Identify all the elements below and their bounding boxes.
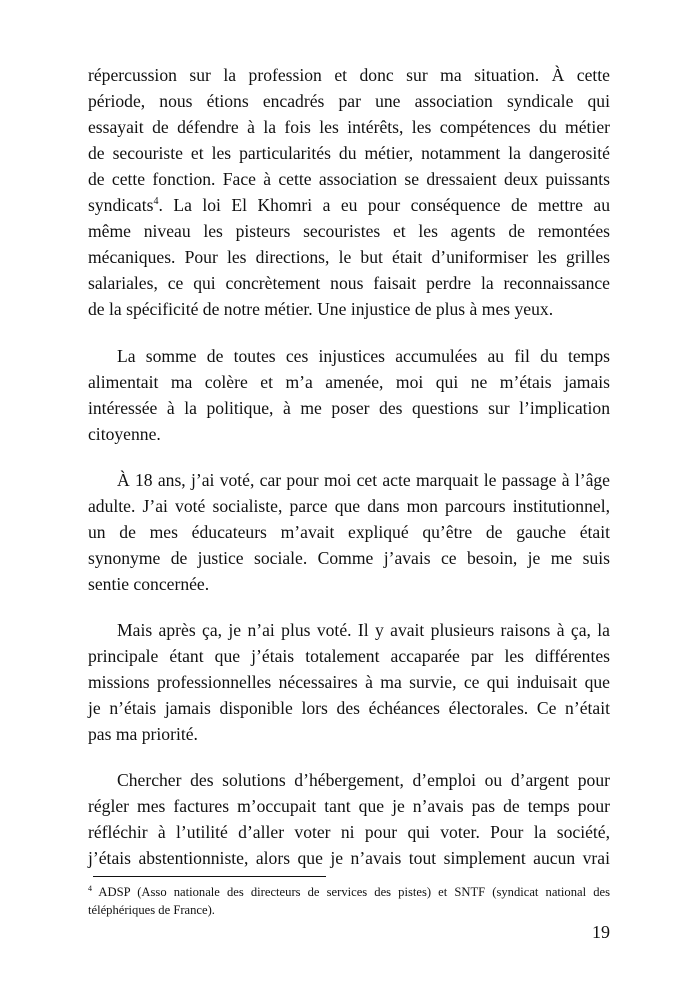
- text-line: missions professionnelles nécessaires à ma survie, ce qui induisait que: [88, 672, 610, 692]
- text-line: Chercher des solutions d’hébergement, d’emploi ou d’argent pour: [117, 770, 610, 790]
- text-line: de la spécificité de notre métier. Une injustice de plus à mes yeux.: [88, 299, 554, 319]
- text-line: période, nous étions encadrés par une association syndicale qui: [88, 91, 610, 111]
- text-line: même niveau les pisteurs secouristes et les agents de remontées: [88, 221, 610, 241]
- footnote-line: $^4$ ADSP (Asso nationale des directeurs de services des pistes) et SNTF (syndicat national des: [88, 883, 610, 899]
- page-number: 19: [592, 922, 610, 942]
- footnote-separator: [93, 876, 326, 877]
- text-line: régler mes factures m’occupait tant que je n’avais pas de temps pour: [88, 796, 610, 816]
- text-line: intéressée à la politique, à me poser des questions sur l’implication: [88, 398, 610, 418]
- text-line: de cette fonction. Face à cette association se dressaient deux puissants: [88, 169, 610, 189]
- footnote-line: téléphériques de France).: [88, 902, 215, 917]
- paragraph: [88, 767, 610, 871]
- text-line: Mais après ça, je n’ai plus voté. Il y avait plusieurs raisons à ça, la: [117, 620, 610, 640]
- footnote: [88, 884, 610, 919]
- paragraph: [88, 62, 610, 322]
- text-line: citoyenne.: [88, 424, 161, 444]
- paragraph: [88, 617, 610, 747]
- paragraph: [88, 467, 610, 597]
- text-line: syndicats$^4$. La loi El Khomri a eu pour conséquence de mettre au: [88, 195, 610, 215]
- footnote-marker: 4: [88, 883, 92, 893]
- text-line: adulte. J’ai voté socialiste, parce que dans mon parcours institutionnel,: [88, 496, 610, 516]
- text-line: mécaniques. Pour les directions, le but était d’uniformiser les grilles: [88, 247, 610, 267]
- text-line: salariales, ce qui concrètement nous faisait perdre la reconnaissance: [88, 273, 610, 293]
- footnote-reference[interactable]: 4: [153, 196, 159, 208]
- text-line: À 18 ans, j’ai voté, car pour moi cet acte marquait le passage à l’âge: [117, 470, 610, 490]
- text-line: j’étais abstentionniste, alors que je n’avais tout simplement aucun vrai: [88, 848, 610, 868]
- text-line: réfléchir à l’utilité d’aller voter ni pour qui voter. Pour la société,: [88, 822, 610, 842]
- text-line: pas ma priorité.: [88, 724, 198, 744]
- text-line: de secouriste et les particularités du métier, notamment la dangerosité: [88, 143, 610, 163]
- text-line: je n’étais jamais disponible lors des échéances électorales. Ce n’était: [88, 698, 610, 718]
- text-line: essayait de défendre à la fois les intérêts, les compétences du métier: [88, 117, 610, 137]
- text-line: répercussion sur la profession et donc sur ma situation. À cette: [88, 65, 610, 85]
- text-line: synonyme de justice sociale. Comme j’avais ce besoin, je me suis: [88, 548, 610, 568]
- text-line: un de mes éducateurs m’avait expliqué qu’être de gauche était: [88, 522, 610, 542]
- paragraph: [88, 343, 610, 447]
- text-line: La somme de toutes ces injustices accumulées au fil du temps: [117, 346, 610, 366]
- text-line: principale étant que j’étais totalement accaparée par les différentes: [88, 646, 610, 666]
- text-line: sentie concernée.: [88, 574, 210, 594]
- text-line: alimentait ma colère et m’a amenée, moi qui ne m’étais jamais: [88, 372, 610, 392]
